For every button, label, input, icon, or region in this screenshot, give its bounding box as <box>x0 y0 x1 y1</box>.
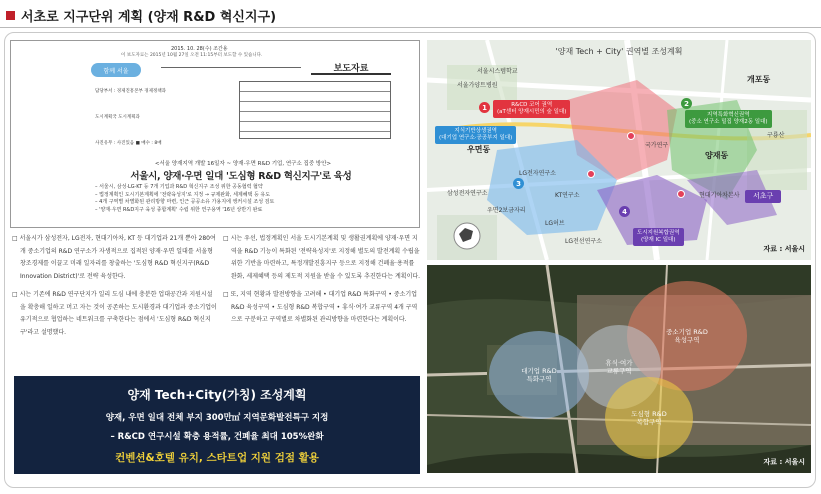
seocho-gu-tag: 서초구 <box>745 190 781 203</box>
map-title: '양재 Tech + City' 권역별 조성계획 <box>555 47 683 56</box>
zone-number: 1 <box>479 102 490 113</box>
zone-title: 도시지원복합권역 <box>637 230 680 236</box>
map-label: KT연구소 <box>555 192 580 199</box>
slide-title <box>6 6 276 25</box>
doc-bullet: – '양재·우면 R&D지구 육성 종합계획' 수립 위한 연구용역 '16년 상반기 완료 <box>95 206 263 213</box>
satellite-source: 자료 : 서울시 <box>763 458 805 466</box>
map-label: 국가연구 <box>645 142 669 149</box>
circle-label: 도심형 R&D <box>631 410 667 418</box>
circle-label: 특화구역 <box>526 375 552 383</box>
circle-label: 육성구역 <box>674 336 700 344</box>
map-label: 우면2보금자리 <box>487 207 526 214</box>
map-label: LG전자연구소 <box>519 170 556 177</box>
summary-box <box>14 376 420 474</box>
summary-highlight: 컨벤션&호텔 유치, 스타트업 지원 검점 활용 <box>115 452 319 464</box>
doc-bullet: – 법정계획인 도시기본계획에 '전략육성지'로 지정 → 규제완화, 세제혜택 등 유도 <box>95 191 271 198</box>
seoul-logo: 함께 서울 <box>91 63 141 77</box>
map-label: 구룡산 <box>767 132 785 139</box>
press-release-document <box>10 40 420 228</box>
title-divider <box>0 27 821 28</box>
doc-bullet: – 서울시, 삼성·LG·KT 등 7개 기업과 R&D 혁신지구 조성 위한 공동협력 협약 <box>95 184 263 190</box>
zone-number: 3 <box>513 178 524 189</box>
zone-title: 지식기반상생권역 <box>454 128 497 134</box>
zone-sub: (대기업 연구소·공공부지 일대) <box>439 135 513 141</box>
location-pin-icon <box>627 132 635 140</box>
doc-type-label: 보도자료 <box>311 61 391 75</box>
doc-date: 2015. 10. 28(수) 조간용 <box>171 46 228 52</box>
summary-line: 양재, 우면 일대 전체 부지 300만㎡ 지역문화발전특구 지정 <box>105 413 329 423</box>
doc-subheader: 이 보도자료는 2015년 10월 27일 오전 11:15부터 보도할 수 있습니다. <box>121 53 263 58</box>
satellite-image <box>427 265 811 473</box>
zone-1-callout <box>493 100 570 118</box>
summary-line: – R&CD 연구시설 확충 용적률, 건폐율 최대 105%완화 <box>110 432 324 442</box>
map-label: 양재동 <box>705 151 729 160</box>
zone-circle-large <box>489 331 589 419</box>
doc-meta-line: 사진유무 : 사진있음 ■ 매수 : 8매 <box>95 141 162 146</box>
zone-sub: (양재 IC 일대) <box>641 237 676 243</box>
map-label: 삼성전자연구소 <box>447 190 488 197</box>
location-pin-icon <box>587 170 595 178</box>
doc-meta-line: 도시계획국 도시계획과 <box>95 115 140 120</box>
doc-headline: 서울시, 양재·우면 일대 '도심형 R&D 혁신지구'로 육성 <box>130 171 352 182</box>
summary-heading: 양재 Tech+City(가칭) 조성계획 <box>127 388 307 402</box>
slide-title-text: 서초로 지구단위 계획 (양재 R&D 혁신지구) <box>21 10 277 25</box>
doc-tagline: <서울 양재지역 개발 16일자 ~ 양재·우면 R&D 기업, 연구소 집중 방안> <box>154 161 332 167</box>
doc-divider <box>161 67 301 68</box>
zone-circle-urban <box>605 377 693 459</box>
map-label: 서울시스템학교 <box>477 68 518 75</box>
note-paragraph: □ 서울시가 삼성전자, LG전자, 현대기아차, KT 등 대기업과 21개 뿐아 280여 개 중소기업의 R&D 연구소가 자생적으로 집적된 양재·우면 일대를 서울형 창조경제를 이끌고 미래 일자리를 창출하는 '도심형 R&D 혁신지구(R&D Innovation District)'로 전략 육성한다. <box>12 235 216 280</box>
doc-meta <box>95 85 166 150</box>
circle-label: 휴식·여가 <box>605 359 633 367</box>
note-paragraph: □ 시는 우선, 법정계획인 서울 도시기본계획 및 생활권계획에 양재·우면 지역을 R&D 기능이 특화된 '전략육성지'로 지정해 별도의 발전계획 수립을 위한 기반을 마련하고, 특정개발진흥지구 등으로 지정해 건폐율·용적률 완화, 세제혜택 등의 제도적 지원을 받을 수 있도록 추진한다는 계획이다. <box>223 235 421 280</box>
zone-title: 지역특화혁신권역 <box>707 112 750 118</box>
map-label: LG허브 <box>545 220 565 227</box>
contact-table <box>239 81 391 139</box>
zone-number: 4 <box>619 206 630 217</box>
zone-4-callout <box>633 228 684 246</box>
zone-number: 2 <box>681 98 692 109</box>
zone-3-callout <box>435 126 516 144</box>
circle-label: 복합구역 <box>636 418 662 426</box>
circle-label: 대기업 R&D <box>521 367 557 375</box>
circle-label: 교류구역 <box>606 367 632 375</box>
note-paragraph: □ 또, 지역 현황과 발전방향을 고려해 • 대기업 R&D 특화구역 • 중소기업 R&D 육성구역 • 도심형 R&D 복합구역 • 휴식·여가 교류구역 4개 구역으로 구분하고 구역별로 차별화된 관리방향을 마련한다는 계획이다. <box>223 291 418 323</box>
zone-sub: (중소 연구소 밀집 양재2동 일대) <box>689 119 768 125</box>
circle-label: 중소기업 R&D <box>666 328 708 336</box>
zone-2-callout <box>685 110 772 128</box>
map-source: 자료 : 서울시 <box>763 245 805 253</box>
left-notes <box>12 233 217 345</box>
location-pin-icon <box>677 190 685 198</box>
map-label: 현대기아차본사 <box>699 192 740 199</box>
zone-sub: (aT센터 양재시민의 숲 일대) <box>497 109 567 115</box>
map-label: 우면동 <box>467 145 491 154</box>
map-label: 서울가양트병원 <box>457 82 498 89</box>
note-paragraph: □ 시는 기존에 R&D 연구단지가 일리 도심 내에 충분한 업대공간과 지원시설을 확충해 일하고 머고 자는 것이 공존하는 도시환경과 대기업과 중소기업이 유기적으로 협업하는 네트워크를 구축한다는 점에서 '도심형 R&D 혁신지구'라고 설명했다. <box>12 291 217 336</box>
doc-meta-line: 담당부서 : 경제진흥본부 경제정책과 <box>95 89 167 94</box>
zone-title: R&CD 코어 권역 <box>511 102 553 108</box>
map-label: 개포동 <box>747 75 771 84</box>
doc-bullets <box>95 184 391 214</box>
right-notes <box>223 233 421 333</box>
map-label: LG전선연구소 <box>565 238 602 245</box>
district-map <box>427 40 811 260</box>
doc-bullet: – 4개 구역별 차별화된 관리방향 마련, 인근 공공소유 가용지에 앵커시설 조성 검토 <box>95 199 275 206</box>
title-bullet-icon <box>6 11 15 20</box>
